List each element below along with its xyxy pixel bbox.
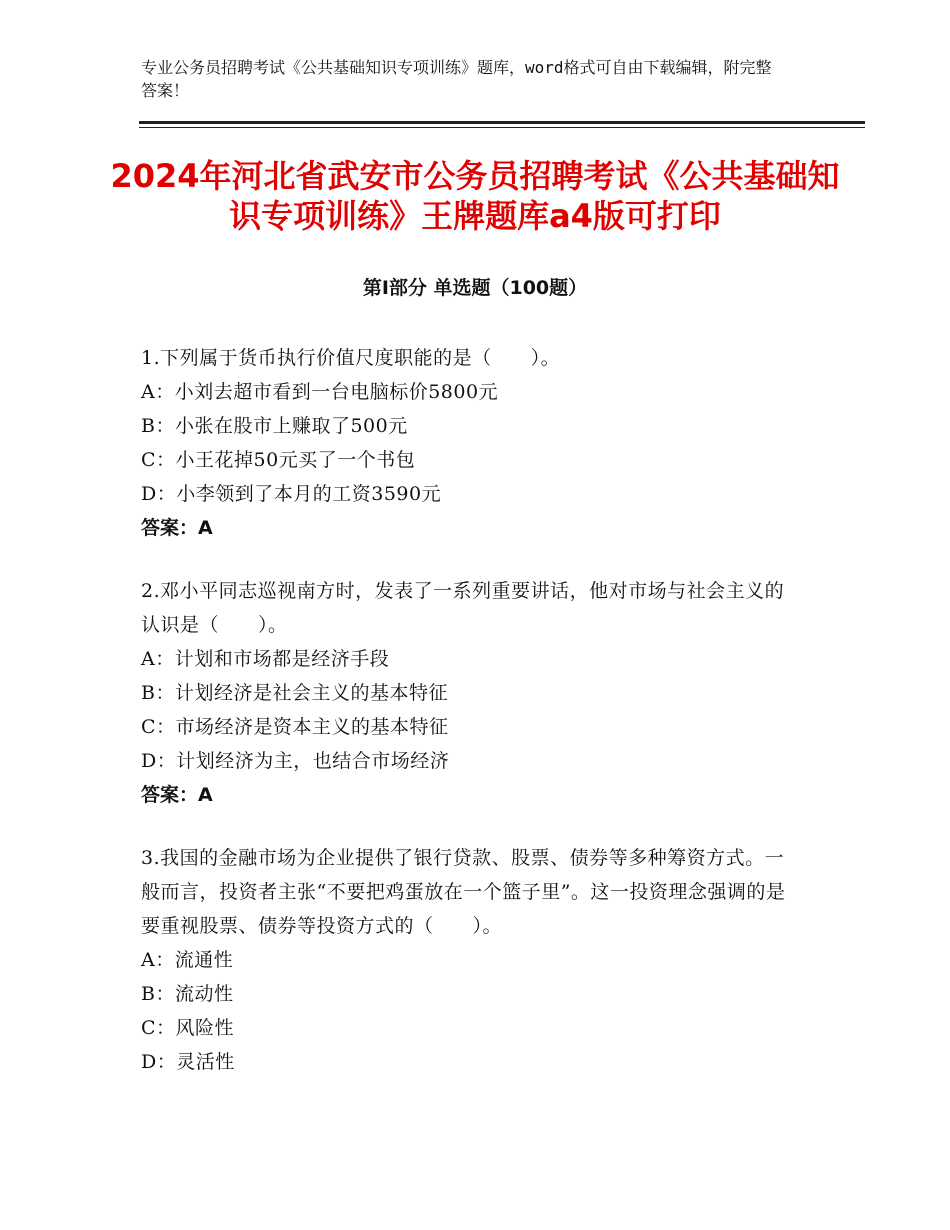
option-c: C：市场经济是资本主义的基本特征 xyxy=(141,716,449,738)
document-title: 2024年河北省武安市公务员招聘考试《公共基础知识专项训练》王牌题库a4版可打印 xyxy=(110,157,840,235)
question-list xyxy=(141,341,801,1108)
question-stem: 2.邓小平同志巡视南方时，发表了一系列重要讲话，他对市场与社会主义的认识是（ ）。 xyxy=(141,580,785,636)
option-d: D：灵活性 xyxy=(141,1051,235,1073)
question-2 xyxy=(141,574,801,812)
question-stem: 3.我国的金融市场为企业提供了银行贷款、股票、债券等多种筹资方式。一般而言，投资者主张“不要把鸡蛋放在一个篮子里”。这一投资理念强调的是要重视股票、债券等投资方式的（ ）。 xyxy=(141,847,786,937)
option-a: A：计划和市场都是经济手段 xyxy=(141,648,390,670)
option-b: B：流动性 xyxy=(141,983,234,1005)
option-b: B：小张在股市上赚取了500元 xyxy=(141,415,408,437)
question-1 xyxy=(141,341,801,545)
header-divider-thick xyxy=(139,121,865,124)
option-d: D：小李领到了本月的工资3590元 xyxy=(141,483,442,505)
question-stem: 1.下列属于货币执行价值尺度职能的是（ ）。 xyxy=(141,347,561,369)
option-a: A：流通性 xyxy=(141,949,234,971)
option-b: B：计划经济是社会主义的基本特征 xyxy=(141,682,448,704)
option-c: C：小王花掉50元买了一个书包 xyxy=(141,449,416,471)
question-3 xyxy=(141,841,801,1079)
header-note: 专业公务员招聘考试《公共基础知识专项训练》题库，word格式可自由下载编辑，附完整答案！ xyxy=(141,58,772,100)
answer: 答案：A xyxy=(141,517,213,539)
option-a: A：小刘去超市看到一台电脑标价5800元 xyxy=(141,381,499,403)
answer: 答案：A xyxy=(141,784,213,806)
option-c: C：风险性 xyxy=(141,1017,235,1039)
section-title: 第Ⅰ部分 单选题（100题） xyxy=(362,277,588,299)
option-d: D：计划经济为主，也结合市场经济 xyxy=(141,750,450,772)
header-divider-thin xyxy=(139,127,865,128)
